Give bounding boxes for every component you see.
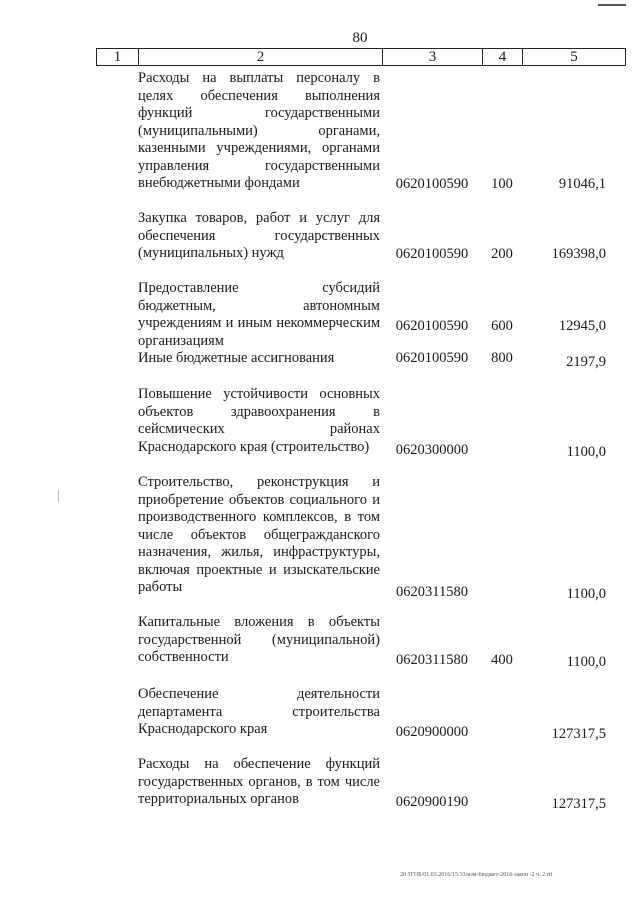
header-col-1: 1 bbox=[97, 49, 139, 65]
row-expense-type: 400 bbox=[491, 652, 513, 668]
row-description: Иные бюджетные ассигнования bbox=[138, 350, 335, 366]
table-header bbox=[96, 48, 626, 66]
row-description: Расходы на обеспечение функций государственных органов, в том числе территориальных органов bbox=[138, 756, 380, 807]
row-description: Строительство, реконструкция и приобретение объектов социального и производственного комплексов, в том числе объектов общегражданского назначения, жилья, инфраструктуры, включая проектные и изыскательские работы bbox=[138, 474, 380, 595]
row-amount: 127317,5 bbox=[551, 796, 606, 812]
page-number: 80 bbox=[352, 30, 368, 46]
row-amount: 2197,9 bbox=[566, 354, 606, 370]
row-amount: 1100,0 bbox=[566, 586, 606, 602]
row-code: 0620100590 bbox=[395, 350, 469, 366]
row-amount: 169398,0 bbox=[551, 246, 606, 262]
row-description: Обеспечение деятельности департамента строительства Краснодарского края bbox=[138, 686, 380, 737]
row-code: 0620900000 bbox=[395, 724, 469, 740]
row-code: 0620300000 bbox=[395, 442, 469, 458]
row-amount: 12945,0 bbox=[558, 318, 606, 334]
row-code: 0620100590 bbox=[395, 246, 469, 262]
header-col-3: 3 bbox=[383, 49, 483, 65]
row-expense-type: 800 bbox=[491, 350, 513, 366]
document-footer: 20 ЗГОБ/01.03.2016/15:33/изм-бюджет-2016-закон -2 ч. 2.rtf bbox=[400, 872, 553, 878]
row-amount: 1100,0 bbox=[566, 444, 606, 460]
row-code: 0620100590 bbox=[395, 176, 469, 192]
scan-mark bbox=[598, 4, 626, 12]
scan-speck bbox=[58, 490, 59, 502]
row-code: 0620311580 bbox=[396, 652, 468, 668]
row-amount: 1100,0 bbox=[566, 654, 606, 670]
row-description: Предоставление субсидий бюджетным, автономным учреждениям и иным некоммерческим организациям bbox=[138, 280, 380, 349]
row-expense-type: 200 bbox=[491, 246, 513, 262]
row-code: 0620900190 bbox=[395, 794, 469, 810]
row-expense-type: 600 bbox=[491, 318, 513, 334]
row-amount: 91046,1 bbox=[558, 176, 606, 192]
row-description: Закупка товаров, работ и услуг для обеспечения государственных (муниципальных) нужд bbox=[138, 210, 380, 261]
header-col-2: 2 bbox=[139, 49, 383, 65]
row-expense-type: 100 bbox=[491, 176, 513, 192]
row-amount: 127317,5 bbox=[551, 726, 606, 742]
row-description: Расходы на выплаты персоналу в целях обеспечения выполнения функций государственными (муниципальными) органами, казенными учреждениями, органами управления государственными внебюджетными фондами bbox=[138, 70, 380, 191]
header-col-5: 5 bbox=[570, 49, 578, 65]
header-col-4: 4 bbox=[483, 49, 523, 65]
row-description: Капитальные вложения в объекты государственной (муниципальной) собственности bbox=[138, 614, 380, 665]
row-code: 0620311580 bbox=[396, 584, 468, 600]
row-description: Повышение устойчивости основных объектов здравоохранения в сейсмических районах Краснодарского края (строительство) bbox=[138, 386, 380, 455]
row-code: 0620100590 bbox=[395, 318, 469, 334]
